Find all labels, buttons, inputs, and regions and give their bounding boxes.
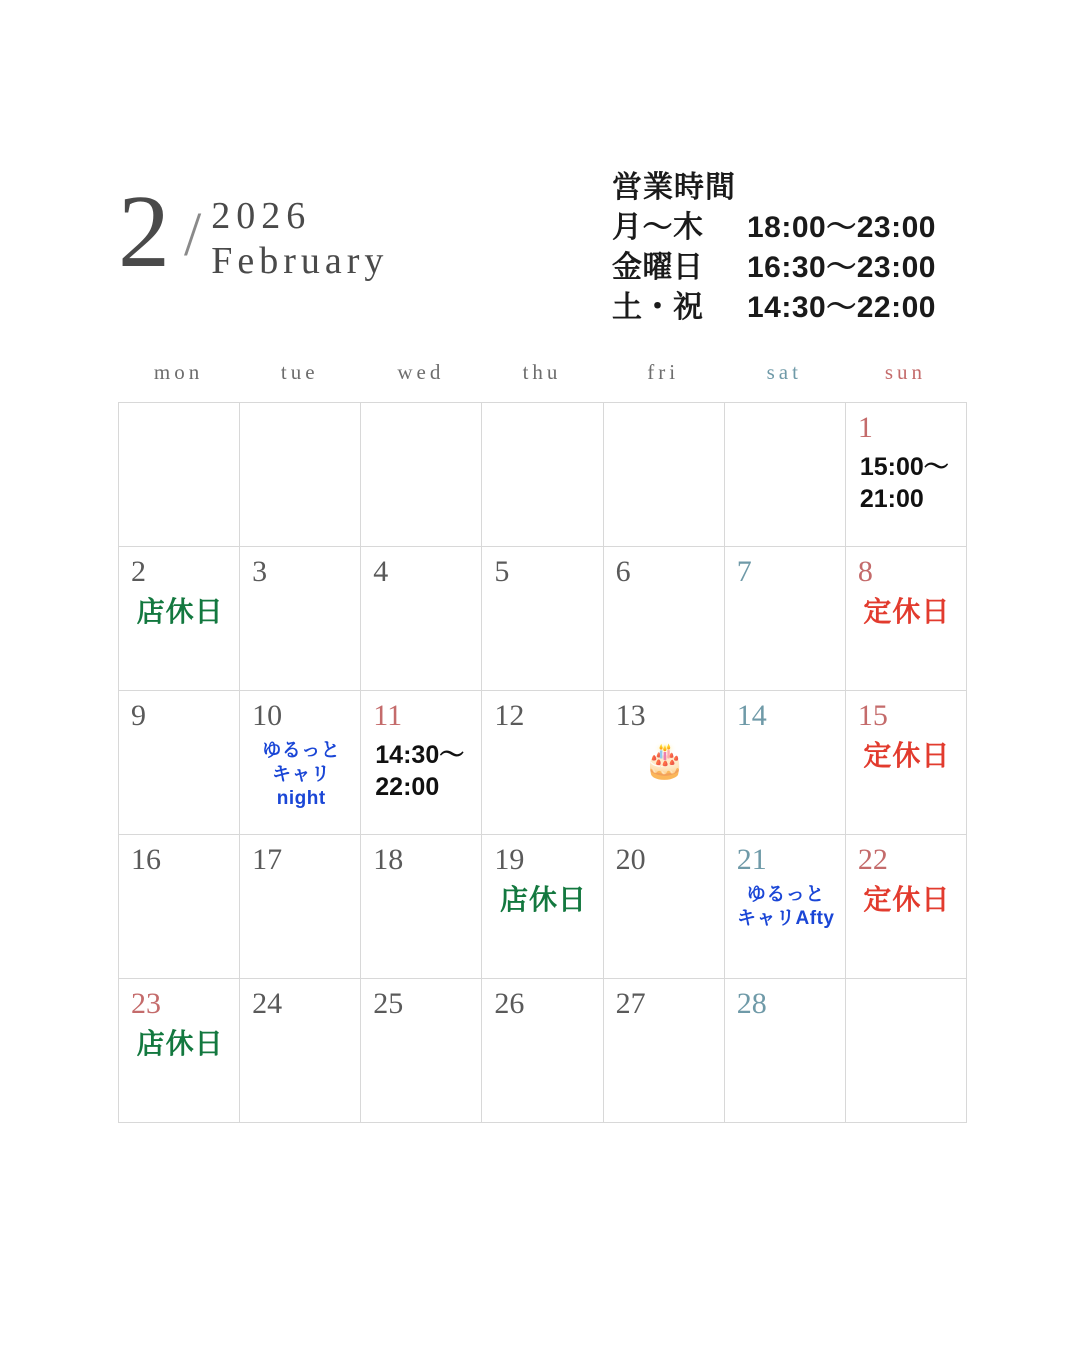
calendar-cell-empty bbox=[119, 403, 240, 547]
business-hours-row bbox=[612, 208, 936, 248]
business-hours-value: 16:30〜23:00 bbox=[747, 251, 936, 284]
event-label-line: キャリAfty bbox=[737, 908, 835, 929]
business-hours-label: 金曜日 bbox=[612, 251, 704, 284]
birthday-cake-icon: 🎂 bbox=[643, 742, 686, 780]
day-number: 1 bbox=[857, 411, 873, 444]
month-title bbox=[118, 174, 389, 290]
day-number: 5 bbox=[494, 555, 510, 588]
day-number: 23 bbox=[131, 987, 161, 1020]
calendar-cell bbox=[604, 547, 725, 691]
calendar-cell bbox=[119, 691, 240, 835]
day-number: 27 bbox=[615, 987, 646, 1020]
calendar-cell bbox=[482, 979, 603, 1123]
page-header bbox=[0, 160, 1080, 350]
calendar-cell bbox=[119, 979, 240, 1123]
day-number: 7 bbox=[736, 555, 752, 588]
event-label bbox=[737, 883, 835, 931]
day-number: 19 bbox=[494, 843, 525, 876]
calendar-cell bbox=[240, 835, 361, 979]
closed-day-label: 店休日 bbox=[499, 884, 587, 915]
calendar-cell bbox=[846, 835, 967, 979]
year-label: 2026 bbox=[211, 195, 312, 237]
day-number: 24 bbox=[252, 987, 283, 1020]
calendar-cell bbox=[846, 547, 967, 691]
weekday-mon: mon bbox=[153, 360, 204, 384]
day-number: 2 bbox=[131, 555, 146, 588]
calendar-cell bbox=[240, 979, 361, 1123]
special-hours-label bbox=[858, 451, 956, 515]
event-label bbox=[252, 739, 350, 811]
day-number: 9 bbox=[131, 699, 146, 732]
calendar-grid bbox=[118, 402, 967, 1123]
day-number: 3 bbox=[252, 555, 268, 588]
calendar-cell bbox=[240, 691, 361, 835]
calendar-cell bbox=[119, 547, 240, 691]
day-number: 13 bbox=[615, 699, 646, 732]
calendar-cell bbox=[119, 835, 240, 979]
day-number: 16 bbox=[131, 843, 161, 876]
calendar-cell bbox=[604, 835, 725, 979]
event-label-line: ゆるっと bbox=[262, 740, 341, 761]
business-hours-label: 月〜木 bbox=[612, 211, 704, 244]
day-number: 8 bbox=[857, 555, 873, 588]
special-hours-line: 14:30〜 bbox=[375, 741, 465, 769]
weekday-wed: wed bbox=[397, 360, 445, 384]
weekday-thu: thu bbox=[522, 360, 562, 384]
closed-day-label: 店休日 bbox=[136, 596, 224, 627]
calendar-cell bbox=[846, 691, 967, 835]
calendar-cell-empty bbox=[725, 403, 846, 547]
day-number: 17 bbox=[252, 843, 283, 876]
weekday-fri: fri bbox=[647, 360, 680, 384]
closed-day-label: 店休日 bbox=[136, 1028, 224, 1059]
special-hours-line: 15:00〜 bbox=[859, 453, 949, 481]
regular-holiday-label: 定休日 bbox=[863, 884, 951, 915]
calendar-cell-empty bbox=[604, 403, 725, 547]
month-number: 2 bbox=[118, 174, 170, 289]
calendar-cell bbox=[604, 691, 725, 835]
day-number: 21 bbox=[736, 843, 767, 876]
year-month-block bbox=[211, 180, 388, 284]
special-hours-line: 21:00 bbox=[859, 485, 924, 513]
event-label-line: ゆるっと bbox=[746, 884, 825, 905]
day-number: 28 bbox=[736, 987, 767, 1020]
day-number: 10 bbox=[252, 699, 283, 732]
calendar-cell bbox=[846, 403, 967, 547]
calendar-cell bbox=[361, 979, 482, 1123]
business-hours-title: 営業時間 bbox=[612, 171, 736, 204]
day-number: 4 bbox=[373, 555, 389, 588]
day-number: 14 bbox=[736, 699, 767, 732]
calendar-cell bbox=[604, 979, 725, 1123]
day-number: 12 bbox=[494, 699, 525, 732]
day-number: 26 bbox=[494, 987, 525, 1020]
calendar-cell bbox=[482, 835, 603, 979]
day-number: 20 bbox=[615, 843, 646, 876]
calendar-cell bbox=[240, 547, 361, 691]
weekday-tue: tue bbox=[280, 360, 319, 384]
calendar-cell-empty bbox=[482, 403, 603, 547]
calendar-cell bbox=[361, 835, 482, 979]
day-number: 15 bbox=[857, 699, 888, 732]
day-number: 18 bbox=[373, 843, 404, 876]
day-number: 25 bbox=[373, 987, 404, 1020]
special-hours-label bbox=[373, 739, 471, 803]
month-name-label: February bbox=[211, 240, 389, 282]
business-hours-label: 土・祝 bbox=[612, 291, 704, 324]
regular-holiday-label: 定休日 bbox=[863, 596, 951, 627]
calendar-cell bbox=[482, 691, 603, 835]
weekday-header-row bbox=[118, 360, 966, 385]
weekday-sat: sat bbox=[766, 360, 802, 384]
calendar-cell-empty bbox=[846, 979, 967, 1123]
business-hours-value: 14:30〜22:00 bbox=[747, 291, 936, 324]
special-hours-line: 22:00 bbox=[375, 773, 440, 801]
calendar-cell bbox=[361, 547, 482, 691]
calendar-cell bbox=[725, 835, 846, 979]
day-number: 6 bbox=[615, 555, 631, 588]
calendar-cell-empty bbox=[361, 403, 482, 547]
business-hours-row bbox=[612, 288, 936, 328]
title-slash: / bbox=[184, 201, 202, 269]
calendar-cell bbox=[725, 547, 846, 691]
event-label-line: キャリnight bbox=[271, 764, 331, 809]
calendar-cell bbox=[482, 547, 603, 691]
business-hours bbox=[612, 168, 936, 328]
weekday-sun: sun bbox=[884, 360, 927, 384]
day-number: 22 bbox=[857, 843, 888, 876]
calendar-cell-empty bbox=[240, 403, 361, 547]
calendar-cell bbox=[361, 691, 482, 835]
business-hours-value: 18:00〜23:00 bbox=[747, 211, 936, 244]
day-number: 11 bbox=[373, 699, 403, 732]
regular-holiday-label: 定休日 bbox=[863, 740, 951, 771]
business-hours-row bbox=[612, 248, 936, 288]
calendar-cell bbox=[725, 691, 846, 835]
calendar-cell bbox=[725, 979, 846, 1123]
